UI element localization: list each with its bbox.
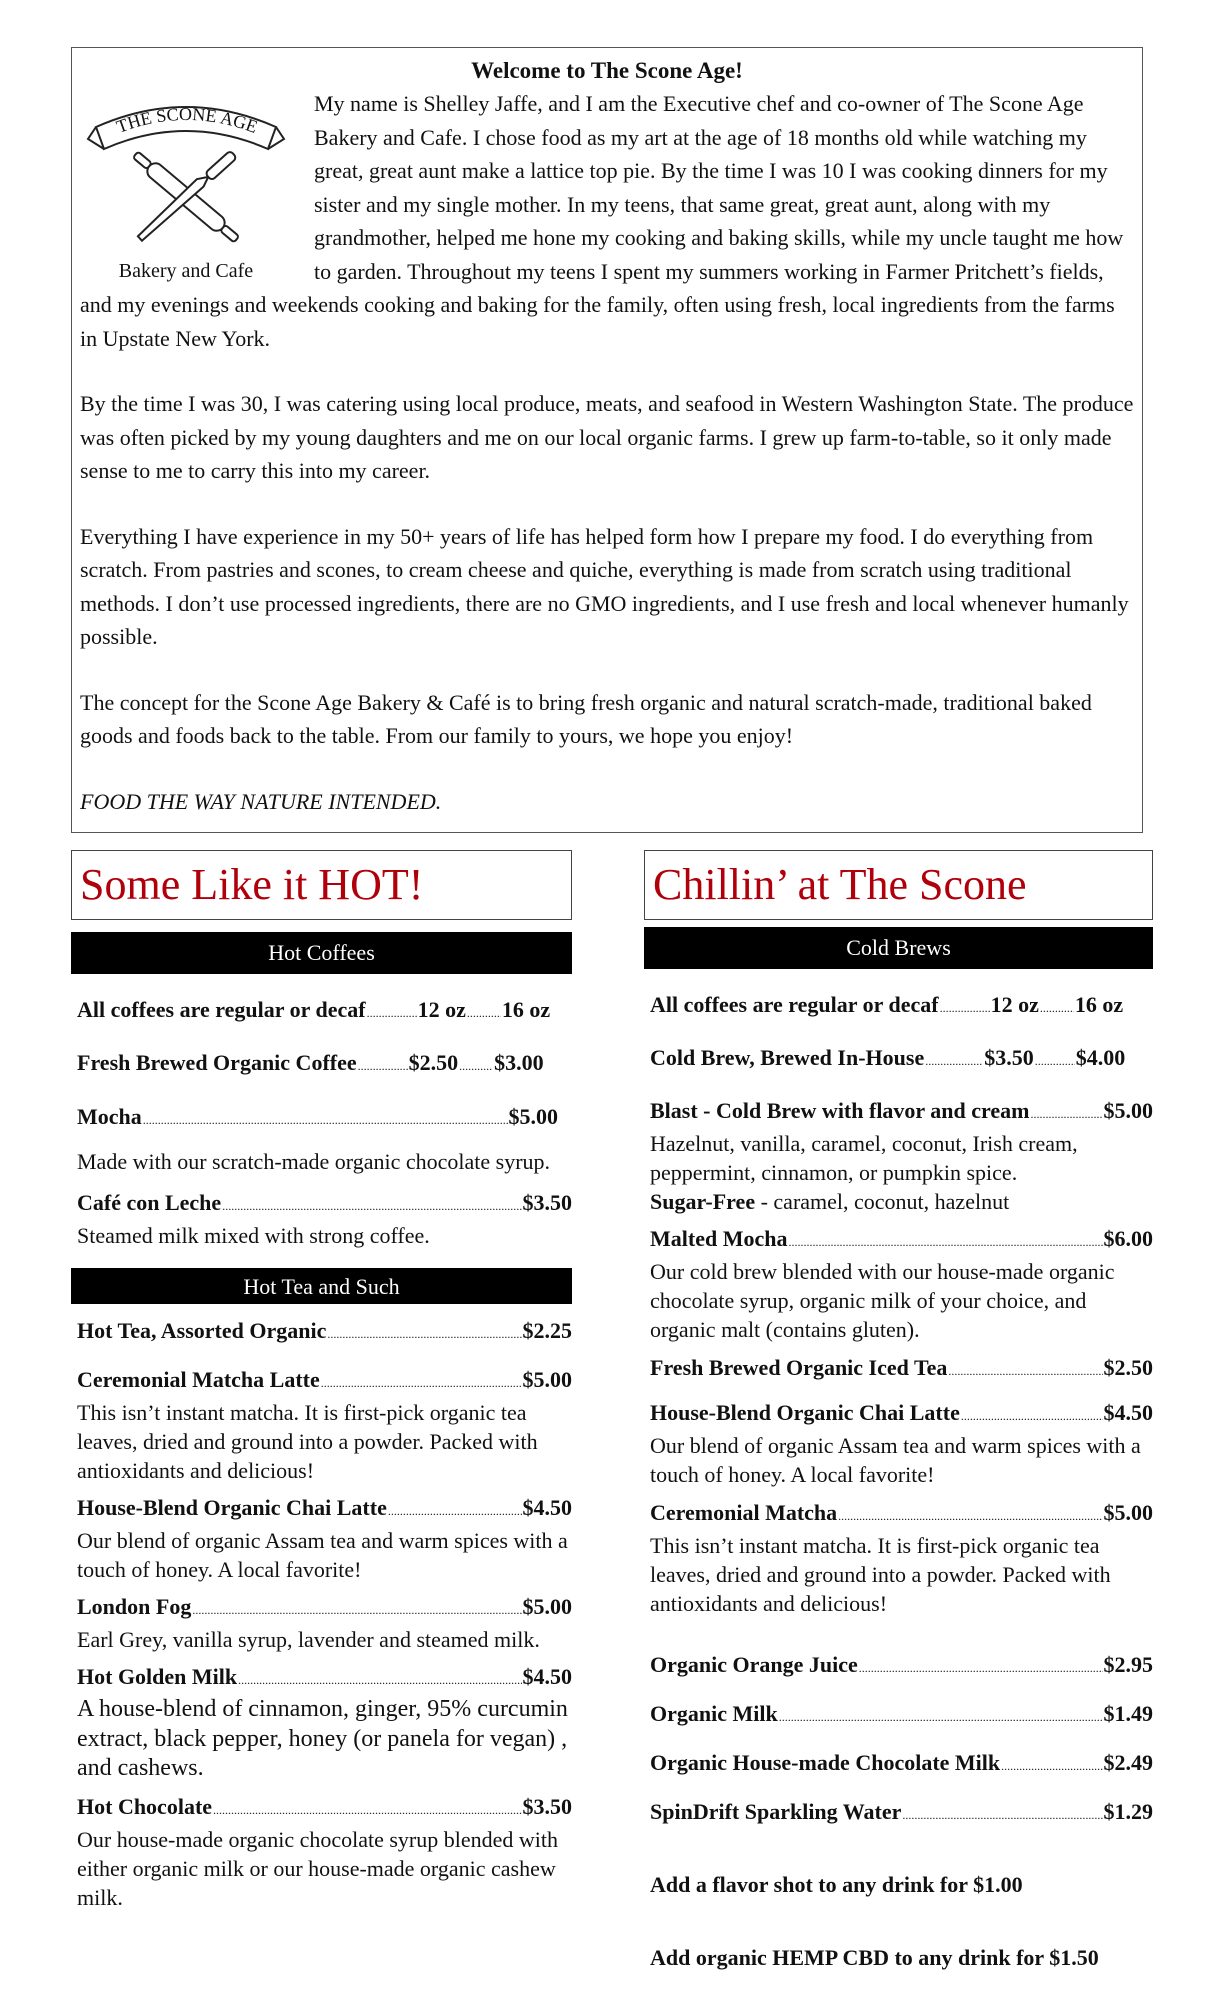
tea-item-6: Hot Chocolate ..... $3.50 Our house-made organic chocolate syrup blended with either organic milk or our house-made organic cashew milk. (77, 1792, 572, 1912)
hot-coffees-header: Hot Coffees (71, 932, 572, 974)
tea-item-5: Hot Golden Milk ..... $4.50 A house-blend of cinnamon, ginger, 95% curcumin extract, black pepper, honey (or panela for vegan) , and cashews. (77, 1662, 572, 1784)
welcome-paragraph-3: Everything I have experience in my 50+ years of life has helped form how I prepare my food. I do everything from scratch. From pastries and scones, to cream cheese and quiche, everything is made from scratch using traditional methods. I don’t use processed ingredients, there are no GMO ingredients, and I use fresh and local whenever humanly possible. (80, 523, 1129, 649)
drink-orange-juice: Organic Orange Juice ..... $2.95 (650, 1650, 1153, 1683)
tea-item-3: House-Blend Organic Chai Latte ..... $4.50 Our blend of organic Assam tea and warm spices with a touch of honey. A local favorite! (77, 1493, 572, 1584)
cafe-con-leche-row: Café con Leche ..... $3.50 Steamed milk mixed with strong coffee. (77, 1188, 572, 1250)
logo-caption: Bakery and Cafe (118, 260, 254, 282)
tagline: FOOD THE WAY NATURE INTENDED. (80, 788, 442, 814)
addon-flavor-shot: Add a flavor shot to any drink for $1.00 (650, 1872, 1023, 1897)
welcome-paragraph-2: By the time I was 30, I was catering using local produce, meats, and seafood in Western Washington State. The produce was often picked by my young daughters and me on our local organic farms. I grew up farm-to-table, so it only made sense to me to carry this into my career. (80, 391, 1134, 483)
drink-chocolate-milk: Organic House-made Chocolate Milk ..... $2.49 (650, 1748, 1153, 1781)
cold-brews-header: Cold Brews (644, 927, 1153, 969)
welcome-title: Welcome to The Scone Age! (471, 58, 743, 83)
blast-row: Blast - Cold Brew with flavor and cream ..... $5.00 Hazelnut, vanilla, caramel, coconut, Irish cream, peppermint, cinnamon, or pumpkin spice. Sugar-Free - caramel, coconut, hazelnut (650, 1096, 1153, 1216)
hot-tea-header: Hot Tea and Such (71, 1268, 572, 1304)
hot-drinks-column (71, 850, 572, 1922)
cold-coffee-sizes-row: All coffees are regular or decaf ..... 12 oz ..... 16 oz (650, 990, 1153, 1023)
cold-item-2: Fresh Brewed Organic Iced Tea ..... $2.50 (650, 1353, 1153, 1386)
welcome-paragraph-4: The concept for the Scone Age Bakery & Café is to bring fresh organic and natural scratch-made, traditional baked goods and foods back to the table. From our family to yours, we hope you enjoy! (80, 689, 1092, 748)
drink-sparkling-water: SpinDrift Sparkling Water ..... $1.29 (650, 1797, 1153, 1830)
cold-section-title: Chillin’ at The Scone (644, 850, 1153, 920)
cold-brews-list (644, 990, 1153, 1972)
addon-hemp-cbd: Add organic HEMP CBD to any drink for $1.50 (650, 1945, 1099, 1970)
tea-item-2: Ceremonial Matcha Latte ..... $5.00 This isn’t instant matcha. It is first-pick organic tea leaves, dried and ground into a powder. Packed with antioxidants and delicious! (77, 1365, 572, 1485)
tea-item-4: London Fog ..... $5.00 Earl Grey, vanilla syrup, lavender and steamed milk. (77, 1592, 572, 1654)
hot-tea-list (71, 1316, 572, 1912)
fresh-brewed-coffee-row: Fresh Brewed Organic Coffee ..... $2.50 ..... $3.00 (77, 1048, 572, 1081)
mocha-description: Made with our scratch-made organic chocolate syrup. (77, 1149, 551, 1174)
logo-text: THE SCONE AGE (113, 103, 261, 137)
cold-brew-row: Cold Brew, Brewed In-House ..... $3.50 ..... $4.00 (650, 1043, 1153, 1076)
tea-item-1: Hot Tea, Assorted Organic ..... $2.25 (77, 1316, 572, 1349)
cold-item-3: House-Blend Organic Chai Latte ..... $4.50 Our blend of organic Assam tea and warm spices with a touch of honey. A local favorite! (650, 1398, 1153, 1489)
logo (76, 87, 296, 283)
cold-drinks-column (644, 850, 1153, 1982)
mocha-row: Mocha ..... $5.00 (77, 1102, 572, 1135)
cold-item-1: Malted Mocha ..... $6.00 Our cold brew blended with our house-made organic chocolate syrup, organic milk of your choice, and organic malt (contains gluten). (650, 1224, 1153, 1344)
welcome-box (71, 47, 1143, 833)
hot-coffees-list (71, 995, 572, 1250)
hot-section-title: Some Like it HOT! (71, 850, 572, 920)
cold-item-4: Ceremonial Matcha ..... $5.00 This isn’t instant matcha. It is first-pick organic tea leaves, dried and ground into a powder. Packed with antioxidants and delicious! (650, 1498, 1153, 1618)
coffee-sizes-row: All coffees are regular or decaf ..... 12 oz ..... 16 oz (77, 995, 572, 1028)
welcome-paragraph-1: My name is Shelley Jaffe, and I am the Executive chef and co-owner of The Scone Age Bakery and Cafe. I chose food as my art at the age of 18 months old while watching my great, great aunt make a lattice top pie. By the time I was 10 I was cooking dinners for my sister and my single mother. In my teens, that same great, great aunt, along with my grandmother, helped me hone my cooking and baking skills, while my uncle taught me how to garden. Throughout my teens I spent my summers working in Farmer Pritchett’s fields, and my evenings and weekends cooking and baking for the family, often using fresh, local ingredients from the farms in Upstate New York. (80, 91, 1124, 351)
scone-age-logo-icon (86, 87, 286, 257)
drink-organic-milk: Organic Milk ..... $1.49 (650, 1699, 1153, 1732)
